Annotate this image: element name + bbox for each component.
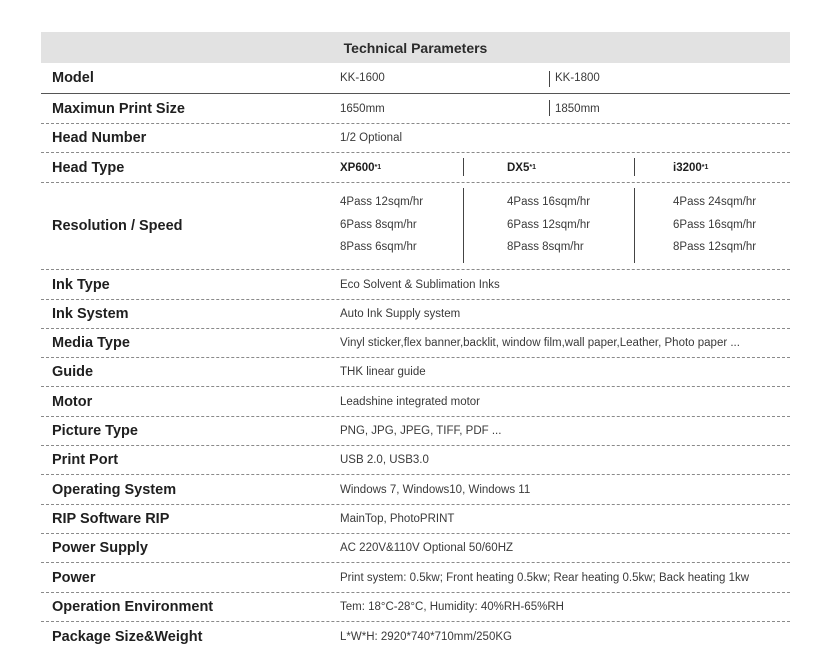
- row-label: Maximun Print Size: [52, 100, 185, 117]
- row-label: Guide: [52, 364, 94, 380]
- row-label: RIP Software RIP: [52, 511, 170, 527]
- print-size-value-2: 1850mm: [555, 102, 600, 115]
- head-name: XP600: [340, 161, 375, 174]
- resolution-value: 8Pass 6sqm/hr: [340, 241, 417, 253]
- motor-value: Leadshine integrated motor: [340, 395, 481, 408]
- table-title: [41, 32, 790, 63]
- row-media-type: [41, 329, 790, 358]
- footnote-mark: *1: [701, 164, 709, 171]
- row-resolution: [41, 183, 790, 270]
- resolution-value: 4Pass 16sqm/hr: [507, 196, 591, 208]
- row-label: Power: [52, 569, 96, 586]
- head-type-dx5: [507, 153, 536, 182]
- resolution-value: 6Pass 12sqm/hr: [507, 219, 591, 231]
- footnote-mark: *1: [529, 164, 536, 171]
- row-model: [41, 63, 790, 94]
- row-print-port: [41, 446, 790, 475]
- guide-value: THK linear guide: [340, 366, 426, 378]
- row-label: Operation Environment: [52, 599, 214, 615]
- ink-system-value: Auto Ink Supply system: [340, 308, 461, 320]
- divider: [634, 158, 635, 176]
- row-label: Media Type: [52, 335, 130, 351]
- footnote-mark: *1: [374, 164, 382, 171]
- row-motor: [41, 387, 790, 417]
- row-picture-type: [41, 417, 790, 446]
- divider: [549, 71, 550, 87]
- head-type-i3200: [673, 153, 708, 182]
- row-ink-system: [41, 300, 790, 329]
- row-environment: [41, 593, 790, 622]
- row-label: Model: [52, 70, 94, 86]
- row-label: Ink System: [52, 306, 129, 322]
- print-size-value-1: 1650mm: [340, 102, 385, 115]
- media-type-value: Vinyl sticker,flex banner,backlit, window film,wall paper,Leather, Photo paper ...: [340, 337, 740, 349]
- operating-system-value: Windows 7, Windows10, Windows 11: [340, 483, 531, 496]
- row-label: Head Type: [52, 159, 125, 176]
- resolution-value: 6Pass 8sqm/hr: [340, 219, 417, 231]
- resolution-value: 6Pass 16sqm/hr: [673, 219, 757, 231]
- row-package: [41, 622, 790, 651]
- divider: [549, 100, 550, 116]
- row-label: Motor: [52, 393, 93, 410]
- rip-software-value: MainTop, PhotoPRINT: [340, 513, 455, 525]
- row-print-size: [41, 94, 790, 124]
- row-label: Resolution / Speed: [52, 218, 183, 234]
- ink-type-value: Eco Solvent & Sublimation Inks: [340, 278, 500, 291]
- package-value: L*W*H: 2920*740*710mm/250KG: [340, 630, 512, 643]
- divider: [463, 188, 464, 263]
- row-label: Package Size&Weight: [52, 628, 203, 645]
- row-label: Head Number: [52, 130, 147, 146]
- environment-value: Tem: 18°C-28°C, Humidity: 40%RH-65%RH: [340, 601, 564, 613]
- row-head-type: [41, 153, 790, 183]
- divider: [463, 158, 464, 176]
- table-title-text: Technical Parameters: [343, 39, 488, 56]
- head-name: i3200: [673, 161, 702, 174]
- spec-table: [41, 32, 790, 651]
- resolution-value: 4Pass 12sqm/hr: [340, 196, 424, 208]
- row-label: Operating System: [52, 481, 177, 498]
- picture-type-value: PNG, JPG, JPEG, TIFF, PDF ...: [340, 425, 502, 437]
- row-label: Power Supply: [52, 540, 148, 556]
- row-power: [41, 563, 790, 593]
- head-type-xp600: [340, 153, 381, 182]
- row-rip-software: [41, 505, 790, 534]
- row-ink-type: [41, 270, 790, 300]
- print-port-value: USB 2.0, USB3.0: [340, 454, 429, 466]
- power-supply-value: AC 220V&110V Optional 50/60HZ: [340, 542, 514, 554]
- model-value-2: KK-1800: [555, 72, 600, 84]
- resolution-value: 8Pass 8sqm/hr: [507, 241, 584, 253]
- head-name: DX5: [507, 161, 530, 174]
- row-label: Ink Type: [52, 276, 110, 293]
- resolution-value: 8Pass 12sqm/hr: [673, 241, 757, 253]
- power-value: Print system: 0.5kw; Front heating 0.5kw; Rear heating 0.5kw; Back heating 1kw: [340, 571, 750, 584]
- model-value-1: KK-1600: [340, 72, 385, 84]
- head-number-value: 1/2 Optional: [340, 132, 403, 144]
- row-guide: [41, 358, 790, 387]
- row-label: Picture Type: [52, 423, 138, 439]
- row-power-supply: [41, 534, 790, 563]
- row-head-number: [41, 124, 790, 153]
- resolution-value: 4Pass 24sqm/hr: [673, 196, 757, 208]
- row-operating-system: [41, 475, 790, 505]
- row-label: Print Port: [52, 452, 119, 468]
- divider: [634, 188, 635, 263]
